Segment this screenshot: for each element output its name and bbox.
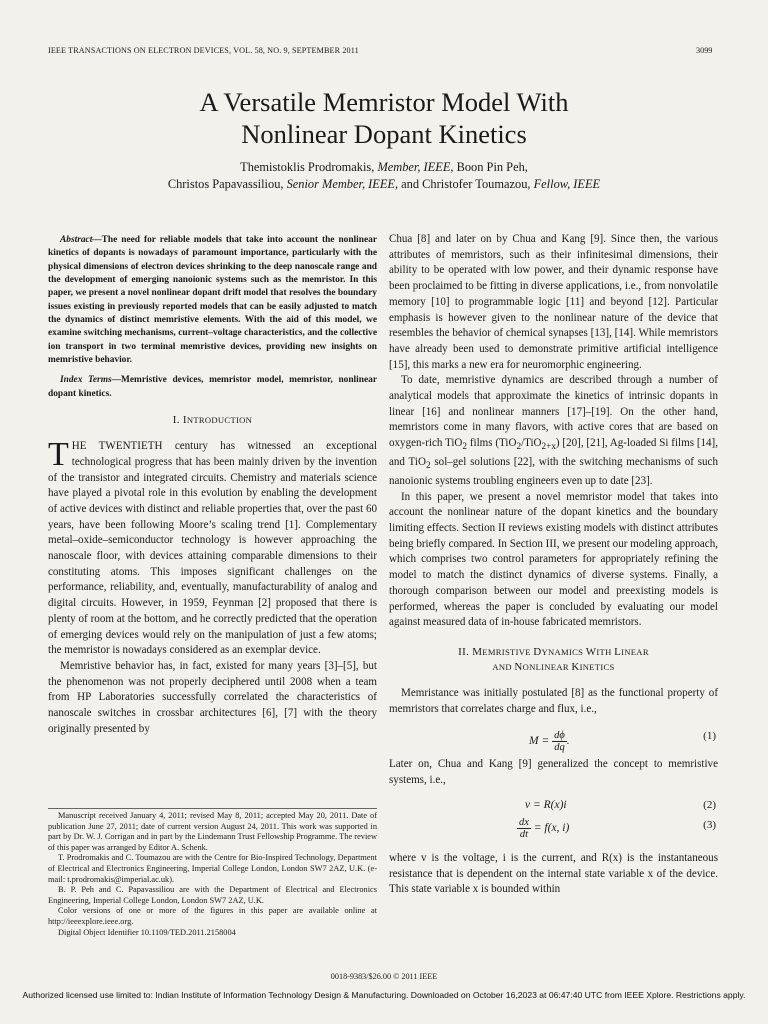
- index-terms: [48, 374, 377, 401]
- section2-paragraph-3: where v is the voltage, i is the current, and R(x) is the instantaneous resistance that is dependent on the internal state variable x of the device. This state variable x is bounded within: [389, 851, 718, 896]
- title-line-1: A Versatile Memristor Model With: [199, 87, 569, 117]
- author-names: Themistoklis Prodromakis,: [240, 160, 378, 174]
- fraction: [517, 817, 531, 840]
- abstract: [48, 234, 377, 367]
- section2-paragraph-2: Later on, Chua and Kang [9] generalized the concept to memristive systems, i.e.,: [389, 758, 718, 787]
- section2-paragraph-1: Memristance was initially postulated [8] as the functional property of memristors that correlates charge and flux, i.e.,: [389, 686, 718, 715]
- paragraph-text: To date, memristive dynamics are described through a number of analytical models that approximate the kinetics of intrinsic dopants in linear [16] and nonlinear manners [17]–[19]. On the other hand, memristors come in many flavors, with active cores that are based on oxygen-rich TiO: [389, 374, 718, 450]
- equation-number: (1): [703, 730, 716, 743]
- authors-line-1: [0, 159, 768, 176]
- footnote-color: Color versions of one or more of the figures in this paper are available online at http://ieeexplore.ieee.org.: [48, 906, 377, 926]
- subscript: 2: [425, 460, 431, 471]
- equation-body: M = $\frac{d\phi}{dq}$ .: [529, 730, 570, 754]
- equation-3: [389, 817, 718, 847]
- author-grade: Fellow, IEEE: [533, 177, 601, 191]
- authors-line-2: [0, 176, 768, 193]
- intro-paragraph-5: In this paper, we present a novel memristor model that takes into account the nonlinear nature of the dopant kinetics and the boundary limiting effects. Section II reviews existing models with distinct attributes being briefly compared. In Section III, we present our modeling approach, which comprises two control parameters for appropriately refining the model to match the distinct dynamics of diverse systems. Finally, a thorough comparison between our model and preexisting models is performed, whereas the paper is concluded by evaluating our model against measured data of in-house fabricated memristors.: [389, 490, 718, 629]
- copyright-line: 0018-9383/$26.00 © 2011 IEEE: [330, 972, 438, 981]
- small-caps: ONLINEAR: [522, 661, 572, 672]
- equation-number: (2): [703, 798, 716, 811]
- page-number: 3099: [696, 46, 713, 55]
- license-notice: Authorized licensed use limited to: Indian Institute of Information Technology Design & Manufacturing. Downloaded on October 16,2023 at 06:47:40 UTC from IEEE Xplore. Restrictions apply.: [22, 990, 746, 1000]
- paragraph-text: /TiO: [521, 437, 542, 450]
- footnote-doi: Digital Object Identifier 10.1109/TED.2011.2158004: [58, 927, 236, 937]
- equation-body: [517, 817, 569, 840]
- subscript: 2+x: [541, 441, 556, 452]
- journal-header: IEEE TRANSACTIONS ON ELECTRON DEVICES, VOL. 58, NO. 9, SEPTEMBER 2011: [48, 46, 359, 55]
- fraction-numerator: dϕ: [554, 730, 565, 742]
- section-title-rest: NTRODUCTION: [186, 415, 253, 426]
- paper-title: [0, 86, 768, 150]
- section-number: I.: [172, 414, 180, 427]
- title-line-2: Nonlinear Dopant Kinetics: [241, 119, 527, 149]
- footnote-affiliation-2: B. P. Peh and C. Papavassiliou are with the Department of Electrical and Electronics Engineering, Imperial College London, London SW7 2AZ, U.K.: [48, 885, 377, 905]
- section-heading-introduction: [48, 413, 377, 428]
- equation-number: (3): [703, 818, 716, 831]
- cap: W: [585, 645, 597, 658]
- fraction: [552, 730, 567, 753]
- section-heading-line-2: [389, 660, 718, 675]
- paragraph-text: ) [20], [21], Ag-loaded Si films [14], and TiO: [389, 437, 719, 469]
- fraction-denominator: dq: [554, 742, 565, 754]
- small-caps: YNAMICS: [541, 646, 586, 657]
- small-caps: EMRISTIVE: [482, 646, 534, 657]
- author-grade: Senior Member, IEEE: [286, 177, 395, 191]
- abstract-text: —The need for reliable models that take into account the nonlinear kinetics of dopants is nowadays of paramount importance, particularly with the physical dimensions of electron devices shrinking to the deep nanoscale range and the development of emerging nanoionic systems such as the memristor. In this paper, we present a novel nonlinear dopant drift model that resolves the boundary issues existing in previously reported models that can be easily adjusted to match the dynamics of distinct memristive elements. With the aid of this model, we examine switching mechanisms, current–voltage characteristics, and the collective ion transport in two terminal memristive devices, providing new insights on memristive behavior.: [48, 235, 377, 366]
- right-column: [389, 232, 718, 898]
- subscript: 2: [462, 441, 468, 452]
- section-title-initial: I: [182, 414, 187, 427]
- intro-paragraph-3: Chua [8] and later on by Chua and Kang [9]. Since then, the various attributes of memristors, such as their infinitesimal dimensions, their ability to be operated with low power, and their dynamic response have been proclaimed to be fitting in diverse applications, i.e., from nonvolatile memory [10] to programmable logic [11] and beyond [12]. Particular emphasis is however given to the nonlinear nature of the device that resembles the behavior of chemical synapses [13], [14]. While memristors have already been used to demonstrate primitive artificial intelligence [15], this marks a new era for neuromorphic engineering.: [389, 233, 718, 371]
- cap: L: [614, 645, 622, 658]
- small-caps: ITH: [596, 646, 615, 657]
- section-heading-dynamics: [389, 645, 718, 675]
- author-grade: Member, IEEE: [377, 160, 451, 174]
- intro-paragraph-2: Memristive behavior has, in fact, existed for many years [3]–[5], but the phenomenon was not properly deciphered until 2008 when a team from HP Laboratories successfully correlated the characteristics of nanoscale switches in crossbar architectures [6], [7] with the theory originally presented by: [48, 659, 377, 735]
- author-names: Christos Papavassiliou,: [167, 177, 287, 191]
- paragraph-text: sol–gel solutions [22], with the switching mechanisms of such nanoionic systems troubling engineers even up to date [23].: [389, 456, 718, 487]
- cap: D: [533, 645, 542, 658]
- author-names: , and Christofer Toumazou,: [394, 177, 534, 191]
- subscript: 2: [516, 441, 522, 452]
- paragraph-text: century has witnessed an exceptional technological progress that has been mainly driven by the invention of the transistor and integrated circuits. Chemistry and materials science have played a pivotal role in this evolution by enabling the development of active devices with distinct and reliable properties that, over the past 60 years, have been following Moore’s scaling trend [1]. Complementary metal–oxide–semiconductor technology is however approaching the nanoscale floor, with devices attaining comparable dimensions to their constituting atoms. This imposes significant challenges on the performance, reliability, and, eventually, manufacturability of analog and digital circuits. However, in 1959, Feynman [2] proposed that there is plenty of room at the bottom, and he correctly predicted that the operation of emerging devices would rely on the manipulation of just a few atoms; the memristor is nowadays considered as an exemplar device.: [48, 440, 377, 657]
- cap: N: [514, 660, 523, 673]
- small-caps: AND: [492, 661, 515, 672]
- author-names: , Boon Pin Peh,: [450, 160, 528, 174]
- small-caps: INEAR: [621, 646, 649, 657]
- equation-lhs: M =: [529, 735, 550, 748]
- lead-in-text: HE TWENTIETH: [71, 440, 163, 453]
- footnotes: [48, 808, 377, 938]
- intro-paragraph-4: [389, 373, 718, 489]
- fraction-denominator: dt: [519, 828, 529, 840]
- cap: K: [571, 660, 580, 673]
- footnote-manuscript: Manuscript received January 4, 2011; revised May 8, 2011; accepted May 20, 2011. Date of publication June 27, 2011; date of current version August 24, 2011. This work was supported in part by Dr. W. J. Corrigan and in part by the Lindemann Trust Fellowship Programme. The review of this paper was arranged by Editor A. Schenk.: [48, 811, 377, 852]
- footnote-affiliation-1: T. Prodromakis and C. Toumazou are with the Centre for Bio-Inspired Technology, Department of Electrical and Electronics Engineering, Imperial College London, London SW7 2AZ, U.K. (e-mail: t.prodromakis@imperial.ac.uk).: [48, 853, 377, 884]
- section-heading-line-1: [389, 645, 718, 660]
- equation-rhs: = f(x, i): [533, 821, 570, 834]
- paragraph-text: films (TiO: [467, 437, 517, 450]
- index-terms-text: —Memristive devices, memristor model, memristor, nonlinear dopant kinetics.: [48, 375, 377, 399]
- abstract-label: Abstract: [60, 235, 93, 245]
- intro-paragraph-1: [48, 436, 377, 659]
- fraction-numerator: dx: [519, 816, 529, 828]
- small-caps: INETICS: [579, 661, 615, 672]
- index-terms-label: Index Terms: [60, 375, 112, 386]
- cap: M: [472, 645, 483, 658]
- drop-cap: T: [48, 436, 69, 474]
- author-list: [0, 159, 768, 193]
- left-column: [48, 234, 377, 737]
- equation-1: [389, 723, 718, 753]
- equation-body: v = R(x)i: [525, 798, 567, 811]
- equation-2: [389, 797, 718, 817]
- section-number: II.: [458, 645, 470, 658]
